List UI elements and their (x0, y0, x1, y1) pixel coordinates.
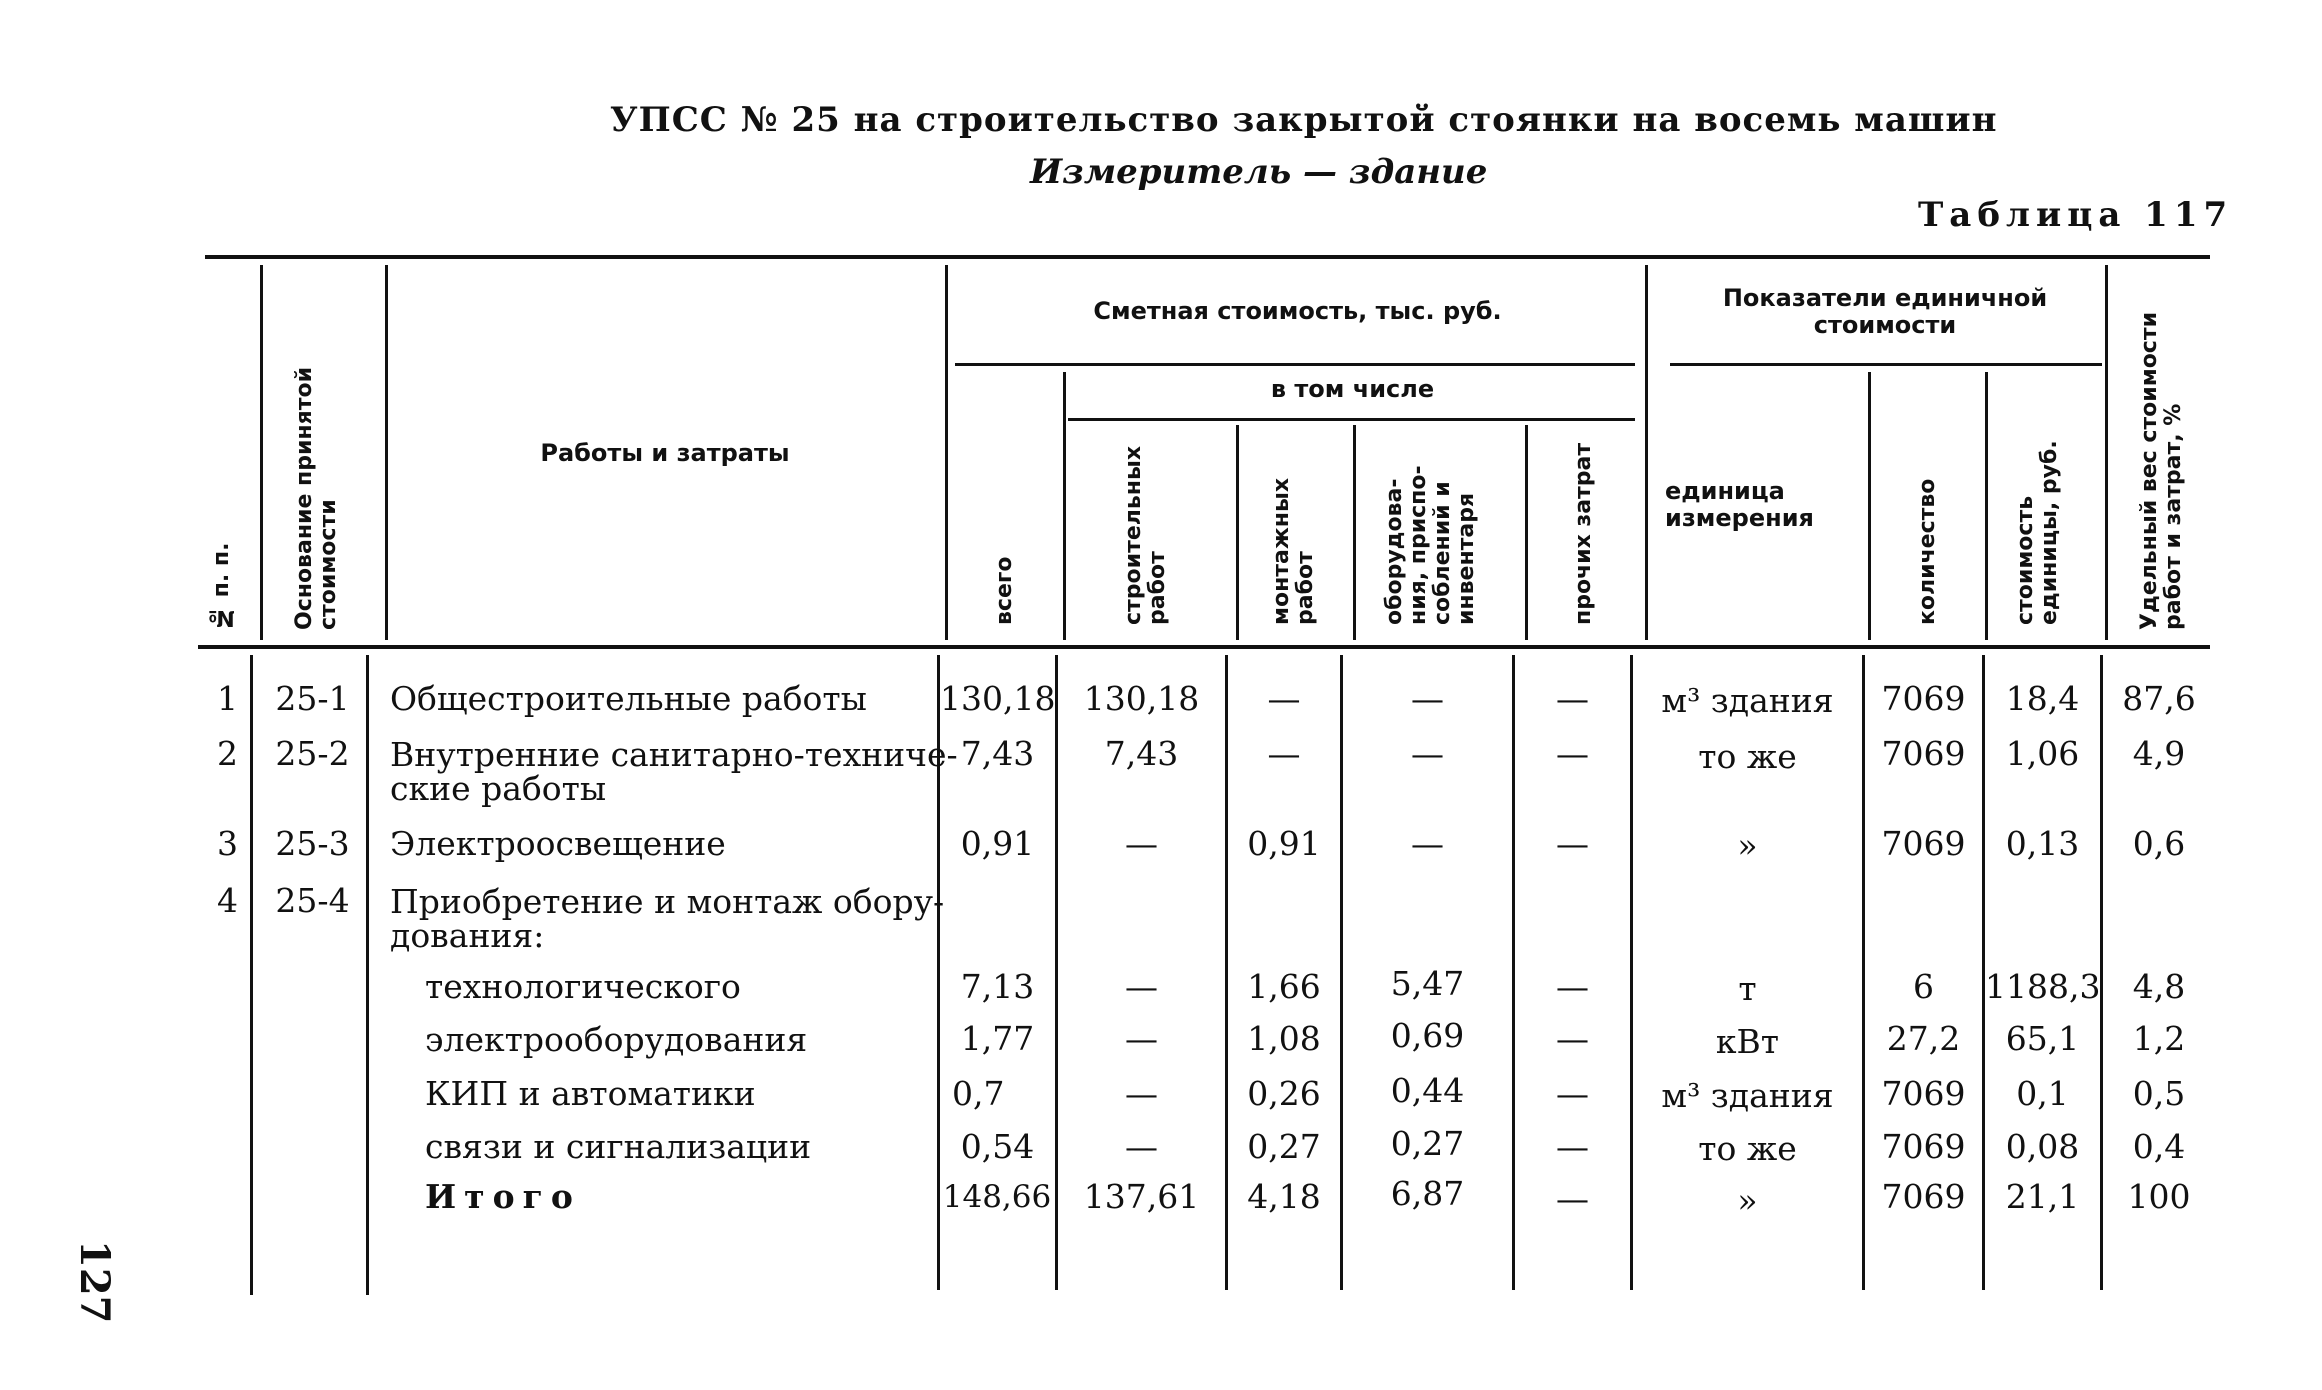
row-name: технологического (425, 967, 741, 1006)
row-num: 3 (217, 824, 238, 863)
col-header-installation: монтажных работ (1269, 477, 1318, 625)
row-total: 148,66 (942, 1179, 1052, 1215)
row-other: — (1556, 967, 1589, 1006)
row-installation: 0,26 (1247, 1074, 1321, 1113)
row-other: — (1556, 1179, 1589, 1218)
row-total: 1,77 (960, 1019, 1035, 1058)
row-basis: 25-4 (275, 881, 350, 920)
row-share: 1,2 (2132, 1019, 2186, 1058)
row-other: — (1556, 1127, 1589, 1166)
col-header-basis: Основание принятой стоимости (292, 367, 341, 630)
row-basis: 25-1 (275, 679, 350, 718)
table-label: Таблица 117 (1918, 195, 2234, 235)
body-divider (366, 655, 369, 1295)
row-installation: 1,66 (1247, 967, 1321, 1006)
header-divider (1985, 372, 1988, 640)
row-equipment: 6,87 (1390, 1174, 1465, 1213)
col-header-construction: строительных работ (1121, 445, 1170, 625)
row-construction: — (1125, 967, 1158, 1006)
row-equipment: 5,47 (1390, 964, 1465, 1003)
row-equipment: 0,44 (1390, 1071, 1465, 1110)
row-equipment: — (1411, 734, 1444, 773)
row-name: Приобретение и монтаж обору- дования: (390, 882, 945, 955)
col-header-cost-group: Сметная стоимость, тыс. руб. (1093, 297, 1502, 325)
row-construction: — (1125, 1074, 1158, 1113)
header-divider (1353, 425, 1356, 640)
row-qty: 6 (1913, 967, 1934, 1006)
row-total: 130,18 (940, 679, 1056, 718)
row-equipment: 0,69 (1390, 1016, 1465, 1055)
row-share: 0,4 (2132, 1127, 2186, 1166)
row-unit: то же (1698, 1129, 1797, 1168)
row-unit-cost: 0,08 (2005, 1127, 2080, 1166)
row-unit: м³ здания (1661, 1076, 1834, 1115)
header-divider (1236, 425, 1239, 640)
row-unit-cost: 0,1 (2016, 1074, 2069, 1113)
row-name: связи и сигнализации (425, 1127, 812, 1166)
col-header-other: прочих затрат (1571, 442, 1596, 625)
row-share: 100 (2127, 1177, 2191, 1216)
row-name: электрооборудования (425, 1020, 808, 1059)
row-share: 4,8 (2132, 967, 2186, 1006)
col-header-unit-cost: стоимость единицы, руб. (2013, 440, 2062, 625)
row-qty: 7069 (1881, 734, 1966, 773)
row-qty: 7069 (1881, 824, 1966, 863)
header-divider (260, 265, 263, 640)
row-name: Электроосвещение (390, 824, 726, 863)
document-title: УПСС № 25 на строительство закрытой стоянки на восемь машин (610, 100, 1998, 140)
row-total: 7,43 (960, 734, 1035, 773)
header-divider (1525, 425, 1528, 640)
row-construction: — (1125, 1127, 1158, 1166)
row-unit: то же (1698, 737, 1797, 776)
row-equipment: — (1411, 679, 1444, 718)
header-divider (945, 265, 948, 640)
col-header-quantity: количество (1915, 478, 1940, 625)
row-unit-cost: 18,4 (2005, 679, 2080, 718)
row-name: КИП и автоматики (425, 1074, 756, 1113)
row-unit: » (1737, 826, 1758, 865)
including-rule (1068, 418, 1635, 421)
row-total: 0,7 (952, 1074, 1005, 1113)
row-qty: 7069 (1881, 1074, 1966, 1113)
row-unit: т (1738, 969, 1757, 1008)
header-divider (2105, 265, 2108, 640)
row-share: 0,5 (2132, 1074, 2186, 1113)
row-num: 4 (217, 881, 238, 920)
header-bottom-rule (198, 645, 2210, 649)
page-number: 127 (71, 1240, 118, 1324)
row-other: — (1556, 734, 1589, 773)
row-basis: 25-2 (275, 734, 350, 773)
row-total: 7,13 (960, 967, 1035, 1006)
row-qty: 7069 (1881, 1127, 1966, 1166)
row-share: 87,6 (2122, 679, 2196, 718)
row-unit-cost: 21,1 (2005, 1177, 2080, 1216)
row-other: — (1556, 824, 1589, 863)
col-header-share: Удельный вес стоимости работ и затрат, % (2137, 311, 2186, 630)
row-unit-cost: 1,06 (2005, 734, 2080, 773)
row-equipment: 0,27 (1390, 1124, 1465, 1163)
row-total: 0,54 (960, 1127, 1035, 1166)
row-name-total: Итого (425, 1177, 581, 1216)
measure-subtitle: Измеритель — здание (1030, 152, 1488, 192)
header-divider (1645, 265, 1648, 640)
row-other: — (1556, 679, 1589, 718)
row-unit: м³ здания (1661, 681, 1834, 720)
col-header-total: всего (992, 556, 1017, 625)
row-unit: кВт (1715, 1022, 1780, 1061)
row-qty: 7069 (1881, 679, 1966, 718)
row-share: 0,6 (2132, 824, 2186, 863)
row-construction: 130,18 (1083, 679, 1200, 718)
cost-group-rule (955, 363, 1635, 366)
row-installation: 0,27 (1247, 1127, 1321, 1166)
row-construction: 137,61 (1083, 1177, 1200, 1216)
row-unit-cost: 65,1 (2005, 1019, 2080, 1058)
col-header-indicators-group: Показатели единичной стоимости (1722, 284, 2048, 339)
indicators-group-rule (1670, 363, 2102, 366)
row-installation: — (1267, 734, 1301, 773)
row-installation: 4,18 (1247, 1177, 1321, 1216)
row-construction: 7,43 (1104, 734, 1179, 773)
row-installation: 1,08 (1247, 1019, 1321, 1058)
row-share: 4,9 (2132, 734, 2186, 773)
row-num: 2 (217, 734, 238, 773)
body-divider (250, 655, 253, 1295)
row-name: Общестроительные работы (390, 679, 867, 718)
row-qty: 27,2 (1886, 1019, 1961, 1058)
row-basis: 25-3 (275, 824, 350, 863)
row-other: — (1556, 1019, 1589, 1058)
col-header-num: № п. п. (209, 542, 234, 630)
col-header-works: Работы и затраты (540, 439, 790, 467)
row-equipment: — (1411, 824, 1444, 863)
row-installation: — (1267, 679, 1301, 718)
col-header-including: в том числе (1270, 375, 1435, 403)
col-header-unit: единица измерения (1665, 477, 1814, 532)
row-other: — (1556, 1074, 1589, 1113)
row-unit-cost: 0,13 (2005, 824, 2080, 863)
row-unit-cost: 1188,3 (1985, 967, 2101, 1006)
row-total: 0,91 (960, 824, 1035, 863)
table-top-rule (205, 255, 2210, 259)
header-divider (385, 265, 388, 640)
row-num: 1 (217, 679, 238, 718)
row-construction: — (1125, 1019, 1158, 1058)
col-header-equipment: оборудова- ния, приспо- соблений и инвентаря (1382, 465, 1479, 625)
header-divider (1868, 372, 1871, 640)
row-unit: » (1737, 1181, 1758, 1220)
row-construction: — (1125, 824, 1158, 863)
row-name: Внутренние санитарно-техниче- ские работы (390, 735, 958, 808)
row-installation: 0,91 (1247, 824, 1321, 863)
row-qty: 7069 (1881, 1177, 1966, 1216)
header-divider (1063, 372, 1066, 640)
